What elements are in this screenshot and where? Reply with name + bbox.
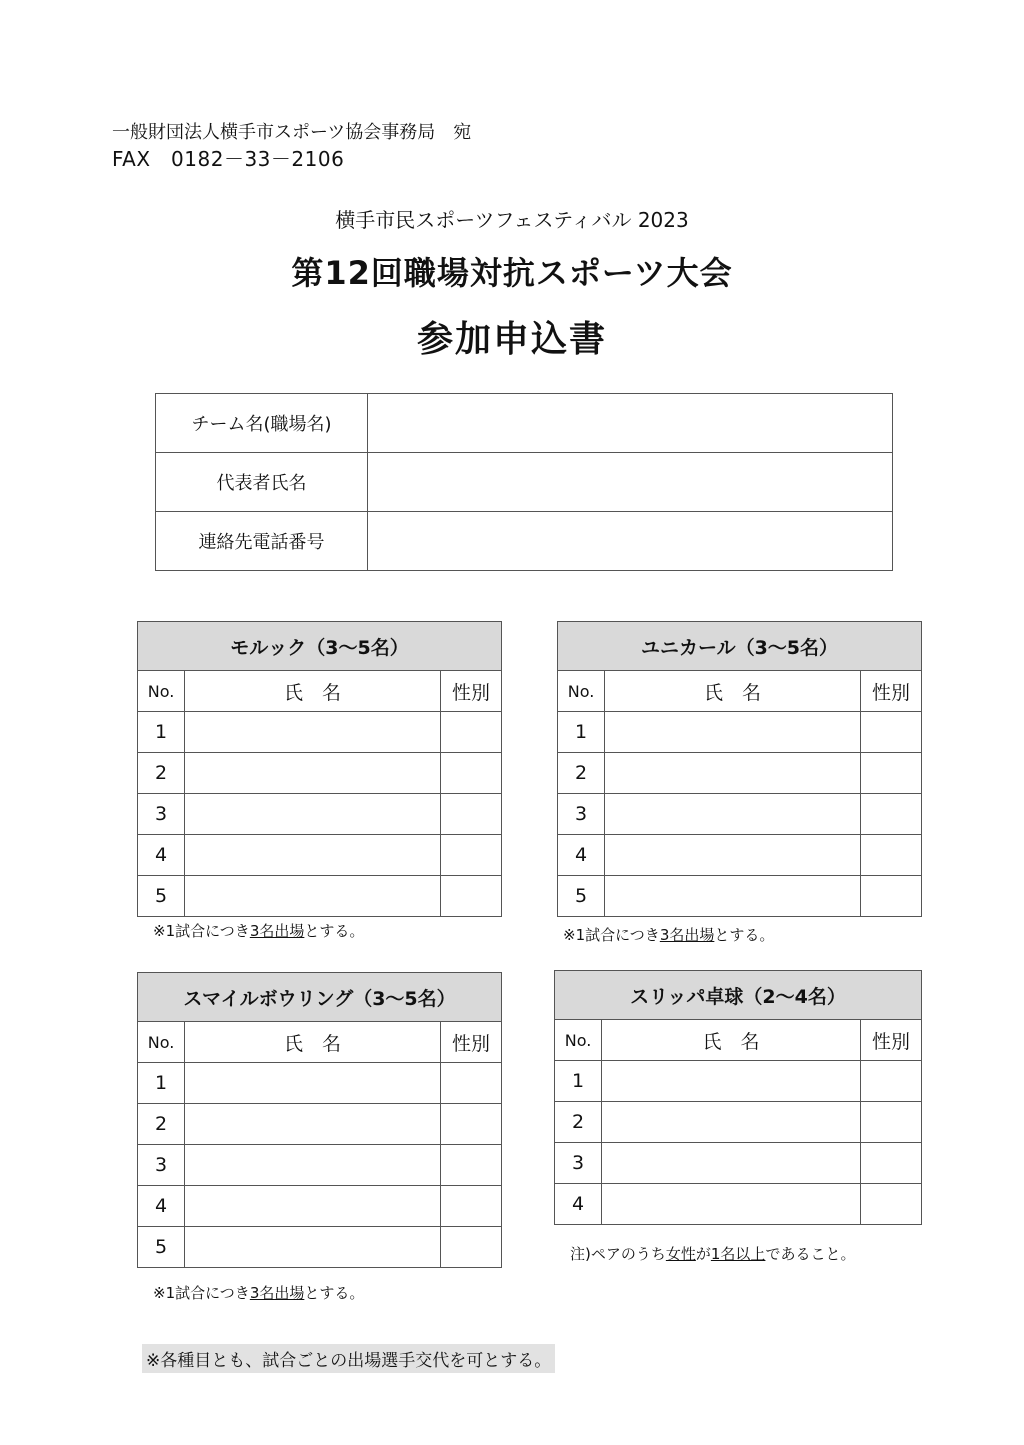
sex-field[interactable]: [861, 753, 922, 794]
representative-row: [156, 453, 893, 512]
table-row: [138, 1227, 502, 1268]
name-field[interactable]: [602, 1061, 861, 1102]
note-text: とする。: [304, 1284, 365, 1302]
table-row: [555, 1184, 922, 1225]
row-number: 5: [138, 876, 185, 917]
bowling-note: [153, 1282, 364, 1303]
table-row: [138, 1145, 502, 1186]
table-row: [558, 794, 922, 835]
sex-field[interactable]: [861, 876, 922, 917]
table-row: [138, 1186, 502, 1227]
sex-field[interactable]: [441, 1104, 502, 1145]
phone-label: 連絡先電話番号: [156, 512, 368, 571]
name-field[interactable]: [605, 876, 861, 917]
sex-field[interactable]: [861, 835, 922, 876]
row-number: 5: [558, 876, 605, 917]
note-text: であること。: [765, 1245, 856, 1263]
col-sex: 性別: [861, 1020, 922, 1061]
name-field[interactable]: [602, 1143, 861, 1184]
note-text: とする。: [714, 926, 775, 944]
name-field[interactable]: [185, 712, 441, 753]
note-text: 注)ペアのうち: [570, 1245, 666, 1263]
sex-field[interactable]: [441, 1186, 502, 1227]
slipper-title: スリッパ卓球（2～4名）: [555, 971, 922, 1020]
row-number: 1: [558, 712, 605, 753]
name-field[interactable]: [602, 1102, 861, 1143]
name-field[interactable]: [185, 753, 441, 794]
row-number: 5: [138, 1227, 185, 1268]
col-sex: 性別: [441, 671, 502, 712]
sex-field[interactable]: [441, 1145, 502, 1186]
table-row: [138, 794, 502, 835]
sex-field[interactable]: [441, 794, 502, 835]
addressee: 一般財団法人横手市スポーツ協会事務局 宛: [112, 122, 472, 143]
row-number: 3: [555, 1143, 602, 1184]
representative-label: 代表者氏名: [156, 453, 368, 512]
name-field[interactable]: [185, 876, 441, 917]
row-number: 4: [138, 835, 185, 876]
row-number: 2: [555, 1102, 602, 1143]
fax-number: FAX 0182－33－2106: [112, 147, 345, 171]
phone-row: [156, 512, 893, 571]
col-no: No.: [138, 671, 185, 712]
document-subtitle: 参加申込書: [416, 319, 607, 360]
phone-field[interactable]: [368, 512, 893, 571]
sex-field[interactable]: [441, 876, 502, 917]
unicurl-title: ユニカール（3～5名）: [558, 622, 922, 671]
team-label: チーム名(職場名): [156, 394, 368, 453]
name-field[interactable]: [605, 835, 861, 876]
row-number: 3: [138, 1145, 185, 1186]
row-number: 3: [558, 794, 605, 835]
molkky-note: [153, 920, 364, 941]
note-underlined: 女性: [665, 1245, 696, 1263]
bowling-title: スマイルボウリング（3～5名）: [138, 973, 502, 1022]
name-field[interactable]: [185, 1145, 441, 1186]
molkky-table: [137, 621, 502, 917]
document-title: 第12回職場対抗スポーツ大会: [291, 254, 733, 292]
bowling-table: [137, 972, 502, 1268]
note-text: ※1試合につき: [563, 926, 660, 944]
table-row: [138, 1063, 502, 1104]
event-name: 横手市民スポーツフェスティバル 2023: [335, 208, 689, 232]
note-underlined: 3名出場: [249, 1284, 305, 1302]
note-text: が: [695, 1245, 711, 1263]
table-row: [555, 1143, 922, 1184]
row-number: 2: [138, 753, 185, 794]
sex-field[interactable]: [861, 1102, 922, 1143]
sex-field[interactable]: [861, 1061, 922, 1102]
table-row: [558, 835, 922, 876]
team-row: [156, 394, 893, 453]
unicurl-note: [563, 924, 774, 945]
team-field[interactable]: [368, 394, 893, 453]
row-number: 4: [555, 1184, 602, 1225]
col-sex: 性別: [441, 1022, 502, 1063]
name-field[interactable]: [605, 712, 861, 753]
note-underlined: 1名以上: [710, 1245, 766, 1263]
row-number: 1: [138, 712, 185, 753]
name-field[interactable]: [602, 1184, 861, 1225]
row-number: 4: [558, 835, 605, 876]
name-field[interactable]: [605, 794, 861, 835]
note-text: とする。: [304, 922, 365, 940]
col-no: No.: [138, 1022, 185, 1063]
table-row: [138, 712, 502, 753]
table-row: [138, 876, 502, 917]
sex-field[interactable]: [441, 753, 502, 794]
slipper-note: [570, 1243, 855, 1264]
sex-field[interactable]: [441, 835, 502, 876]
name-field[interactable]: [185, 1186, 441, 1227]
col-no: No.: [558, 671, 605, 712]
table-row: [555, 1102, 922, 1143]
sex-field[interactable]: [861, 1143, 922, 1184]
table-row: [558, 876, 922, 917]
note-underlined: 3名出場: [249, 922, 305, 940]
molkky-title: モルック（3～5名）: [138, 622, 502, 671]
sex-field[interactable]: [441, 1063, 502, 1104]
note-text: ※1試合につき: [153, 1284, 250, 1302]
sex-field[interactable]: [441, 1227, 502, 1268]
row-number: 3: [138, 794, 185, 835]
slipper-table: [554, 970, 922, 1225]
note-underlined: 3名出場: [659, 926, 715, 944]
table-row: [138, 1104, 502, 1145]
col-name: 氏 名: [605, 671, 861, 712]
table-row: [138, 753, 502, 794]
name-field[interactable]: [185, 1063, 441, 1104]
table-row: [558, 712, 922, 753]
unicurl-table: [557, 621, 922, 917]
info-table: [155, 393, 893, 571]
row-number: 1: [555, 1061, 602, 1102]
sex-field[interactable]: [861, 712, 922, 753]
col-name: 氏 名: [185, 1022, 441, 1063]
footer-note: ※各種目とも、試合ごとの出場選手交代を可とする。: [142, 1344, 555, 1373]
col-no: No.: [555, 1020, 602, 1061]
row-number: 2: [558, 753, 605, 794]
row-number: 1: [138, 1063, 185, 1104]
name-field[interactable]: [185, 835, 441, 876]
row-number: 4: [138, 1186, 185, 1227]
sex-field[interactable]: [441, 712, 502, 753]
sex-field[interactable]: [861, 1184, 922, 1225]
name-field[interactable]: [185, 794, 441, 835]
representative-field[interactable]: [368, 453, 893, 512]
table-row: [555, 1061, 922, 1102]
name-field[interactable]: [185, 1104, 441, 1145]
name-field[interactable]: [185, 1227, 441, 1268]
col-name: 氏 名: [185, 671, 441, 712]
name-field[interactable]: [605, 753, 861, 794]
row-number: 2: [138, 1104, 185, 1145]
col-name: 氏 名: [602, 1020, 861, 1061]
table-row: [138, 835, 502, 876]
table-row: [558, 753, 922, 794]
col-sex: 性別: [861, 671, 922, 712]
note-text: ※1試合につき: [153, 922, 250, 940]
sex-field[interactable]: [861, 794, 922, 835]
